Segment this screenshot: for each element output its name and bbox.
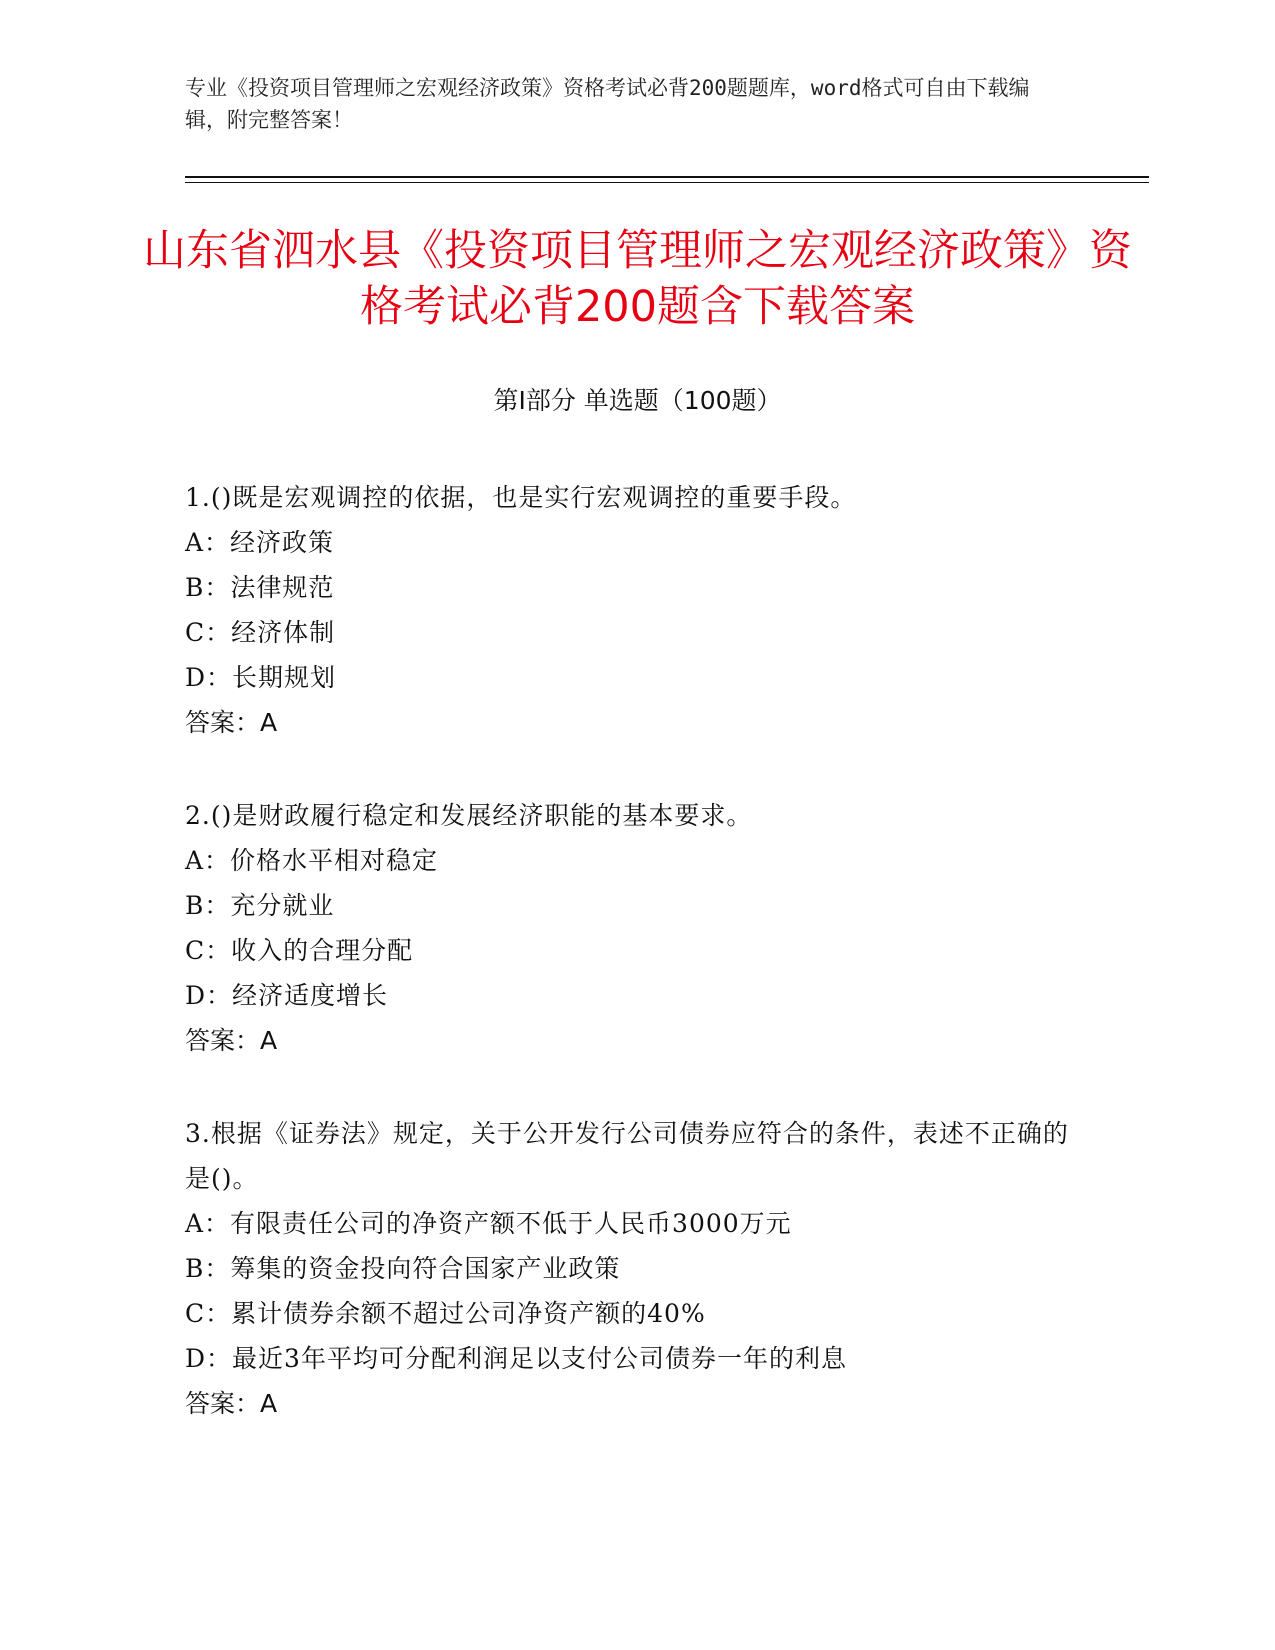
option-d: D：经济适度增长 (185, 981, 389, 1010)
option-c: C：经济体制 (185, 618, 336, 647)
answer: 答案：A (185, 1026, 278, 1055)
option-d: D：长期规划 (185, 663, 337, 692)
question-1 (185, 475, 1085, 745)
option-a: A：价格水平相对稳定 (185, 846, 439, 875)
document-title: 山东省泗水县《投资项目管理师之宏观经济政策》资格考试必背200题含下载答案 (143, 226, 1132, 332)
option-b: B：法律规范 (185, 573, 335, 602)
header-note: 专业《投资项目管理师之宏观经济政策》资格考试必背200题题库，word格式可自由下载编辑，附完整答案！ (185, 76, 1030, 132)
option-d: D：最近3年平均可分配利润足以支付公司债券一年的利息 (185, 1344, 847, 1373)
option-b: B：充分就业 (185, 891, 335, 920)
option-a: A：有限责任公司的净资产额不低于人民币3000万元 (185, 1209, 792, 1238)
question-3 (185, 1111, 1085, 1426)
question-stem: 1.()既是宏观调控的依据，也是实行宏观调控的重要手段。 (185, 483, 857, 512)
option-c: C：累计债券余额不超过公司净资产额的40% (185, 1299, 706, 1328)
question-stem: 3.根据《证券法》规定，关于公开发行公司债券应符合的条件，表述不正确的是()。 (185, 1119, 1069, 1193)
option-c: C：收入的合理分配 (185, 936, 414, 965)
answer: 答案：A (185, 708, 278, 737)
header-rule-thin (185, 182, 1149, 183)
section-title: 第Ⅰ部分 单选题（100题） (493, 386, 782, 415)
question-list (185, 475, 1085, 1474)
question-stem: 2.()是财政履行稳定和发展经济职能的基本要求。 (185, 801, 753, 830)
answer: 答案：A (185, 1389, 278, 1418)
question-2 (185, 793, 1085, 1063)
option-b: B：筹集的资金投向符合国家产业政策 (185, 1254, 621, 1283)
option-a: A：经济政策 (185, 528, 335, 557)
header-rule-thick (185, 176, 1149, 178)
